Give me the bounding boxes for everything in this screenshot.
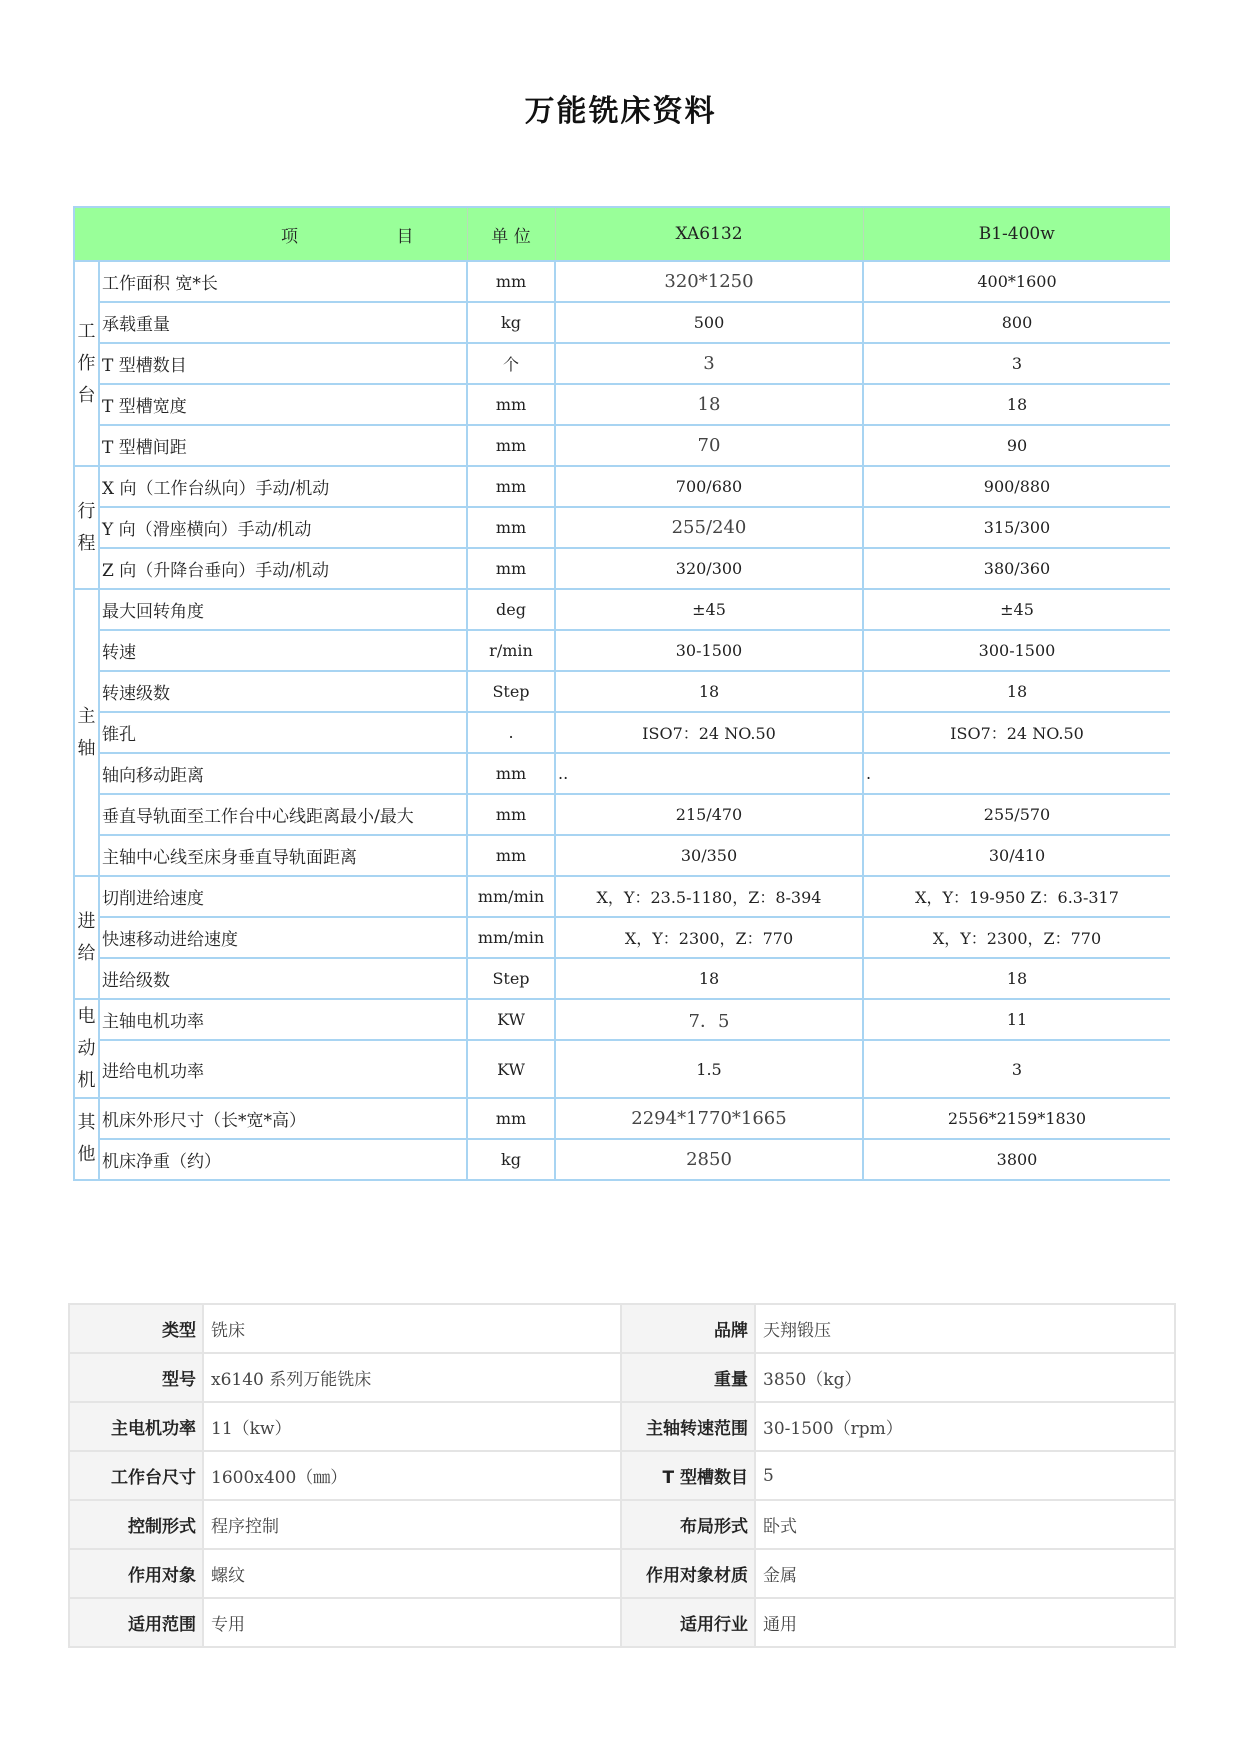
info-key: 主轴转速范围 — [621, 1402, 755, 1451]
spec-row — [74, 548, 1170, 589]
unit-cell: kg — [467, 302, 555, 343]
spec-row — [74, 384, 1170, 425]
b1-400w-value: 30/410 — [863, 835, 1170, 876]
unit-cell: 个 — [467, 343, 555, 384]
item-label: 切削进给速度 — [99, 876, 467, 917]
spec-row — [74, 589, 1170, 630]
item-label: 最大回转角度 — [99, 589, 467, 630]
header-model-xa6132: XA6132 — [555, 207, 863, 261]
info-key: 型号 — [69, 1353, 203, 1402]
group-label: 进给 — [74, 876, 99, 999]
info-key: 类型 — [69, 1304, 203, 1353]
b1-400w-value: 90 — [863, 425, 1170, 466]
spec-row — [74, 712, 1170, 753]
xa6132-value: 500 — [555, 302, 863, 343]
b1-400w-value: 380/360 — [863, 548, 1170, 589]
xa6132-value: 2850 — [555, 1139, 863, 1180]
item-label: 轴向移动距离 — [99, 753, 467, 794]
spec-header-row — [74, 207, 1170, 261]
unit-cell: Step — [467, 671, 555, 712]
header-item — [74, 207, 467, 261]
spec-row — [74, 1139, 1170, 1180]
info-value: 卧式 — [755, 1500, 1175, 1549]
xa6132-value: 2294*1770*1665 — [555, 1098, 863, 1139]
product-info-table — [68, 1303, 1176, 1648]
info-value: 螺纹 — [203, 1549, 621, 1598]
item-label: 主轴电机功率 — [99, 999, 467, 1040]
group-label: 工作台 — [74, 261, 99, 466]
item-label: T 型槽间距 — [99, 425, 467, 466]
spec-row — [74, 507, 1170, 548]
page-title: 万能铣床资料 — [524, 94, 717, 129]
xa6132-value: .. — [555, 753, 863, 794]
group-label: 主轴 — [74, 589, 99, 876]
info-row — [69, 1500, 1175, 1549]
spec-table — [73, 206, 1170, 1181]
unit-cell: mm — [467, 1098, 555, 1139]
unit-cell: . — [467, 712, 555, 753]
item-label: T 型槽数目 — [99, 343, 467, 384]
spec-row — [74, 630, 1170, 671]
item-label: 进给电机功率 — [99, 1040, 467, 1098]
b1-400w-value: 900/880 — [863, 466, 1170, 507]
b1-400w-value: 400*1600 — [863, 261, 1170, 302]
unit-cell: mm — [467, 466, 555, 507]
info-key: 作用对象材质 — [621, 1549, 755, 1598]
unit-cell: mm — [467, 507, 555, 548]
item-label: 承载重量 — [99, 302, 467, 343]
item-label: T 型槽宽度 — [99, 384, 467, 425]
b1-400w-value: X，Y：19-950 Z：6.3-317 — [863, 876, 1170, 917]
info-key: 主电机功率 — [69, 1402, 203, 1451]
unit-cell: kg — [467, 1139, 555, 1180]
unit-cell: r/min — [467, 630, 555, 671]
item-label: 机床外形尺寸（长*宽*高） — [99, 1098, 467, 1139]
info-row — [69, 1451, 1175, 1500]
item-label: 转速级数 — [99, 671, 467, 712]
item-label: 垂直导轨面至工作台中心线距离最小/最大 — [99, 794, 467, 835]
b1-400w-value: 3800 — [863, 1139, 1170, 1180]
info-key: 品牌 — [621, 1304, 755, 1353]
header-model-b1-400w: B1-400w — [863, 207, 1170, 261]
info-value: 30-1500（rpm） — [755, 1402, 1175, 1451]
info-row — [69, 1598, 1175, 1647]
unit-cell: mm — [467, 835, 555, 876]
item-label: 快速移动进给速度 — [99, 917, 467, 958]
spec-row — [74, 1040, 1170, 1098]
xa6132-value: 7．5 — [555, 999, 863, 1040]
info-row — [69, 1549, 1175, 1598]
item-label: 进给级数 — [99, 958, 467, 999]
unit-cell: KW — [467, 999, 555, 1040]
b1-400w-value: 11 — [863, 999, 1170, 1040]
spec-row — [74, 425, 1170, 466]
info-value: 3850（kg） — [755, 1353, 1175, 1402]
unit-cell: Step — [467, 958, 555, 999]
info-value: x6140 系列万能铣床 — [203, 1353, 621, 1402]
spec-row — [74, 999, 1170, 1040]
item-label: 机床净重（约） — [99, 1139, 467, 1180]
spec-row — [74, 835, 1170, 876]
xa6132-value: ISO7：24 NO.50 — [555, 712, 863, 753]
header-item-a: 项 — [281, 226, 299, 247]
spec-row — [74, 753, 1170, 794]
xa6132-value: 1.5 — [555, 1040, 863, 1098]
xa6132-value: X，Y：23.5-1180，Z：8-394 — [555, 876, 863, 917]
unit-cell: mm/min — [467, 876, 555, 917]
info-value: 铣床 — [203, 1304, 621, 1353]
xa6132-value: ±45 — [555, 589, 863, 630]
info-row — [69, 1304, 1175, 1353]
b1-400w-value: 315/300 — [863, 507, 1170, 548]
info-body — [69, 1304, 1175, 1647]
info-key: 布局形式 — [621, 1500, 755, 1549]
unit-cell: mm — [467, 425, 555, 466]
item-label: 工作面积 宽*长 — [99, 261, 467, 302]
info-key: 重量 — [621, 1353, 755, 1402]
xa6132-value: 70 — [555, 425, 863, 466]
group-label: 行程 — [74, 466, 99, 589]
xa6132-value: 3 — [555, 343, 863, 384]
spec-row — [74, 302, 1170, 343]
b1-400w-value: 300-1500 — [863, 630, 1170, 671]
info-key: 控制形式 — [69, 1500, 203, 1549]
xa6132-value: 255/240 — [555, 507, 863, 548]
b1-400w-value: . — [863, 753, 1170, 794]
xa6132-value: 320*1250 — [555, 261, 863, 302]
item-label: X 向（工作台纵向）手动/机动 — [99, 466, 467, 507]
group-label: 电动机 — [74, 999, 99, 1098]
spec-row — [74, 466, 1170, 507]
group-label: 其他 — [74, 1098, 99, 1180]
info-value: 程序控制 — [203, 1500, 621, 1549]
b1-400w-value: X，Y：2300，Z：770 — [863, 917, 1170, 958]
b1-400w-value: ISO7：24 NO.50 — [863, 712, 1170, 753]
unit-cell: mm — [467, 548, 555, 589]
info-value: 5 — [755, 1451, 1175, 1500]
info-value: 金属 — [755, 1549, 1175, 1598]
b1-400w-value: 3 — [863, 1040, 1170, 1098]
xa6132-value: X，Y：2300，Z：770 — [555, 917, 863, 958]
xa6132-value: 18 — [555, 958, 863, 999]
info-key: 工作台尺寸 — [69, 1451, 203, 1500]
spec-row — [74, 671, 1170, 712]
spec-row — [74, 958, 1170, 999]
b1-400w-value: 18 — [863, 384, 1170, 425]
unit-cell: KW — [467, 1040, 555, 1098]
item-label: Z 向（升降台垂向）手动/机动 — [99, 548, 467, 589]
b1-400w-value: 18 — [863, 671, 1170, 712]
info-value: 通用 — [755, 1598, 1175, 1647]
item-label: Y 向（滑座横向）手动/机动 — [99, 507, 467, 548]
b1-400w-value: 18 — [863, 958, 1170, 999]
unit-cell: deg — [467, 589, 555, 630]
spec-row — [74, 876, 1170, 917]
spec-row — [74, 261, 1170, 302]
info-value: 1600x400（㎜） — [203, 1451, 621, 1500]
b1-400w-value: ±45 — [863, 589, 1170, 630]
spec-row — [74, 343, 1170, 384]
info-value: 天翔锻压 — [755, 1304, 1175, 1353]
unit-cell: mm — [467, 794, 555, 835]
info-value: 专用 — [203, 1598, 621, 1647]
info-value: 11（kw） — [203, 1402, 621, 1451]
xa6132-value: 30-1500 — [555, 630, 863, 671]
spec-body — [74, 261, 1170, 1180]
info-key: 适用范围 — [69, 1598, 203, 1647]
unit-cell: mm — [467, 384, 555, 425]
spec-row — [74, 917, 1170, 958]
b1-400w-value: 2556*2159*1830 — [863, 1098, 1170, 1139]
header-unit: 单 位 — [467, 207, 555, 261]
info-key: T 型槽数目 — [621, 1451, 755, 1500]
unit-cell: mm — [467, 261, 555, 302]
info-row — [69, 1402, 1175, 1451]
xa6132-value: 18 — [555, 384, 863, 425]
b1-400w-value: 3 — [863, 343, 1170, 384]
spec-row — [74, 1098, 1170, 1139]
unit-cell: mm — [467, 753, 555, 794]
spec-row — [74, 794, 1170, 835]
item-label: 主轴中心线至床身垂直导轨面距离 — [99, 835, 467, 876]
xa6132-value: 215/470 — [555, 794, 863, 835]
b1-400w-value: 255/570 — [863, 794, 1170, 835]
xa6132-value: 18 — [555, 671, 863, 712]
item-label: 转速 — [99, 630, 467, 671]
info-key: 适用行业 — [621, 1598, 755, 1647]
xa6132-value: 320/300 — [555, 548, 863, 589]
xa6132-value: 700/680 — [555, 466, 863, 507]
b1-400w-value: 800 — [863, 302, 1170, 343]
unit-cell: mm/min — [467, 917, 555, 958]
xa6132-value: 30/350 — [555, 835, 863, 876]
item-label: 锥孔 — [99, 712, 467, 753]
info-key: 作用对象 — [69, 1549, 203, 1598]
info-row — [69, 1353, 1175, 1402]
header-item-b: 目 — [396, 226, 414, 247]
